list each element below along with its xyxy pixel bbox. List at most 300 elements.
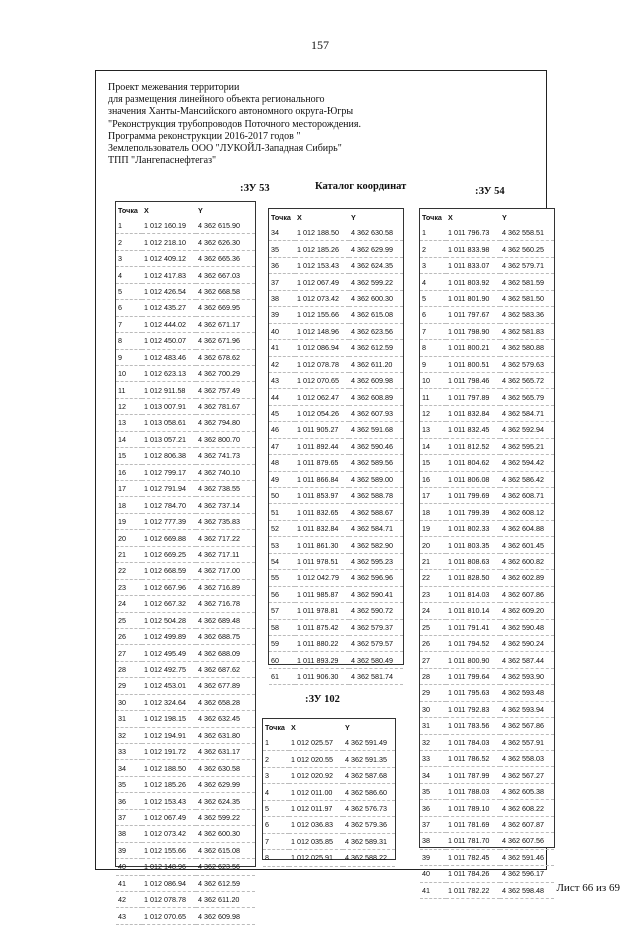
table-header-row: [263, 719, 395, 735]
point-cell: 36: [420, 800, 446, 816]
point-cell: 14: [116, 431, 142, 447]
point-cell: 37: [116, 809, 142, 825]
x-coordinate-cell: 1 011 782.22: [446, 882, 500, 898]
point-cell: 29: [420, 685, 446, 701]
table-row: [420, 356, 554, 372]
point-cell: 47: [269, 438, 295, 454]
table-row: [116, 283, 255, 299]
point-cell: 27: [420, 652, 446, 668]
x-coordinate-cell: 1 011 812.52: [446, 438, 500, 454]
point-cell: 1: [116, 218, 142, 234]
x-coordinate-cell: 1 012 911.58: [142, 382, 196, 398]
point-cell: 45: [269, 405, 295, 421]
table-header-row: [116, 202, 255, 218]
point-cell: 49: [269, 471, 295, 487]
y-coordinate-cell: 4 362 596.96: [349, 570, 403, 586]
x-coordinate-cell: 1 011 879.65: [295, 455, 349, 471]
x-column-header: X: [448, 212, 453, 222]
x-coordinate-cell: 1 011 853.97: [295, 488, 349, 504]
table-row: [269, 241, 403, 257]
table-row: [420, 537, 554, 553]
table-row: [263, 817, 395, 833]
y-coordinate-cell: 4 362 565.72: [500, 372, 554, 388]
x-coordinate-cell: 1 011 789.10: [446, 800, 500, 816]
table-row: [116, 415, 255, 431]
table-row: [269, 438, 403, 454]
y-coordinate-cell: 4 362 738.55: [196, 481, 255, 497]
x-coordinate-cell: 1 011 800.51: [446, 356, 500, 372]
table-row: [269, 290, 403, 306]
point-cell: 22: [420, 570, 446, 586]
table-row: [116, 744, 255, 760]
point-cell: 48: [269, 455, 295, 471]
y-coordinate-cell: 4 362 588.78: [349, 488, 403, 504]
y-coordinate-cell: 4 362 582.90: [349, 537, 403, 553]
table-row: [420, 389, 554, 405]
y-coordinate-cell: 4 362 581.59: [500, 274, 554, 290]
x-coordinate-cell: 1 011 978.81: [295, 603, 349, 619]
y-coordinate-cell: 4 362 667.03: [196, 267, 255, 283]
y-coordinate-cell: 4 362 589.00: [349, 471, 403, 487]
x-coordinate-cell: 1 011 801.90: [446, 290, 500, 306]
x-coordinate-cell: 1 012 062.47: [295, 389, 349, 405]
x-coordinate-cell: 1 011 782.45: [446, 849, 500, 865]
y-coordinate-cell: 4 362 608.89: [349, 389, 403, 405]
point-cell: 7: [116, 316, 142, 332]
y-coordinate-cell: 4 362 565.79: [500, 389, 554, 405]
y-coordinate-cell: 4 362 584.71: [500, 405, 554, 421]
y-coordinate-cell: 4 362 589.56: [349, 455, 403, 471]
point-cell: 21: [420, 553, 446, 569]
point-cell: 41: [116, 875, 142, 891]
point-cell: 39: [420, 849, 446, 865]
x-coordinate-cell: 1 012 020.92: [289, 767, 343, 783]
y-coordinate-cell: 4 362 716.78: [196, 596, 255, 612]
table-row: [116, 349, 255, 365]
x-coordinate-cell: 1 011 784.03: [446, 734, 500, 750]
point-cell: 3: [420, 257, 446, 273]
point-cell: 51: [269, 504, 295, 520]
point-cell: 9: [116, 349, 142, 365]
table-row: [263, 751, 395, 767]
zu54-label: :ЗУ 54: [475, 186, 505, 197]
page-number: 157: [311, 38, 329, 52]
table-row: [269, 274, 403, 290]
point-cell: 54: [269, 553, 295, 569]
table-row: [116, 333, 255, 349]
coordinate-table: [420, 209, 554, 899]
point-cell: 4: [263, 784, 289, 800]
x-coordinate-cell: 1 012 191.72: [142, 744, 196, 760]
table-row: [116, 891, 255, 907]
table-row: [116, 596, 255, 612]
y-coordinate-cell: 4 362 607.86: [500, 586, 554, 602]
y-coordinate-cell: 4 362 590.46: [349, 438, 403, 454]
point-cell: 40: [269, 323, 295, 339]
table-row: [420, 866, 554, 882]
x-coordinate-cell: 1 012 042.79: [295, 570, 349, 586]
table-row: [116, 908, 255, 924]
y-coordinate-cell: 4 362 579.57: [349, 635, 403, 651]
x-coordinate-cell: 1 012 035.85: [289, 833, 343, 849]
x-coordinate-cell: 1 011 791.41: [446, 619, 500, 635]
x-coordinate-cell: 1 011 806.08: [446, 471, 500, 487]
x-coordinate-cell: 1 012 492.75: [142, 661, 196, 677]
table-row: [116, 645, 255, 661]
y-coordinate-cell: 4 362 581.83: [500, 323, 554, 339]
x-coordinate-cell: 1 012 444.02: [142, 316, 196, 332]
y-coordinate-cell: 4 362 781.67: [196, 398, 255, 414]
point-column-header: Точка: [422, 212, 442, 222]
point-cell: 7: [263, 833, 289, 849]
point-cell: 55: [269, 570, 295, 586]
table-row: [420, 635, 554, 651]
y-coordinate-cell: 4 362 591.68: [349, 422, 403, 438]
x-coordinate-cell: 1 012 669.25: [142, 546, 196, 562]
table-row: [116, 464, 255, 480]
y-coordinate-cell: 4 362 594.42: [500, 455, 554, 471]
y-coordinate-cell: 4 362 580.88: [500, 340, 554, 356]
table-row: [269, 619, 403, 635]
x-coordinate-cell: 1 012 155.66: [142, 842, 196, 858]
table-row: [420, 471, 554, 487]
point-cell: 35: [420, 783, 446, 799]
point-cell: 24: [116, 596, 142, 612]
header-line: Проект межевания территории: [108, 82, 240, 93]
y-coordinate-cell: 4 362 624.35: [349, 257, 403, 273]
point-cell: 18: [420, 504, 446, 520]
y-coordinate-cell: 4 362 591.46: [500, 849, 554, 865]
x-coordinate-cell: 1 012 078.78: [295, 356, 349, 372]
table-row: [269, 553, 403, 569]
table-row: [420, 833, 554, 849]
point-cell: 60: [269, 652, 295, 668]
table-row: [116, 859, 255, 875]
table-row: [116, 234, 255, 250]
x-coordinate-cell: 1 011 795.63: [446, 685, 500, 701]
y-coordinate-cell: 4 362 567.86: [500, 718, 554, 734]
point-cell: 14: [420, 438, 446, 454]
y-coordinate-cell: 4 362 599.22: [196, 809, 255, 825]
x-coordinate-cell: 1 011 781.70: [446, 833, 500, 849]
table-row: [420, 849, 554, 865]
y-coordinate-cell: 4 362 608.12: [500, 504, 554, 520]
point-cell: 26: [116, 628, 142, 644]
x-coordinate-cell: 1 011 833.98: [446, 241, 500, 257]
y-coordinate-cell: 4 362 593.48: [500, 685, 554, 701]
x-coordinate-cell: 1 012 153.43: [295, 257, 349, 273]
y-coordinate-cell: 4 362 608.71: [500, 488, 554, 504]
y-coordinate-cell: 4 362 624.35: [196, 793, 255, 809]
table-row: [116, 530, 255, 546]
y-coordinate-cell: 4 362 607.56: [500, 833, 554, 849]
point-cell: 38: [116, 826, 142, 842]
point-cell: 18: [116, 497, 142, 513]
x-coordinate-cell: 1 011 832.84: [295, 520, 349, 536]
x-coordinate-cell: 1 011 832.84: [446, 405, 500, 421]
point-cell: 21: [116, 546, 142, 562]
point-cell: 56: [269, 586, 295, 602]
x-coordinate-cell: 1 012 070.65: [142, 908, 196, 924]
x-coordinate-cell: 1 011 803.92: [446, 274, 500, 290]
y-coordinate-cell: 4 362 678.62: [196, 349, 255, 365]
y-coordinate-cell: 4 362 615.08: [349, 307, 403, 323]
header-line: Программа реконструкции 2016-2017 годов ": [108, 130, 301, 142]
zu53-table: [115, 201, 256, 921]
table-row: [116, 448, 255, 464]
y-coordinate-cell: 4 362 615.08: [196, 842, 255, 858]
y-coordinate-cell: 4 362 607.93: [349, 405, 403, 421]
x-coordinate-cell: 1 011 786.52: [446, 751, 500, 767]
table-row: [116, 267, 255, 283]
table-row: [116, 546, 255, 562]
x-coordinate-cell: 1 011 799.39: [446, 504, 500, 520]
point-cell: 20: [116, 530, 142, 546]
y-coordinate-cell: 4 362 717.22: [196, 530, 255, 546]
point-cell: 50: [269, 488, 295, 504]
point-cell: 4: [420, 274, 446, 290]
point-cell: 28: [116, 661, 142, 677]
point-cell: 37: [269, 274, 295, 290]
point-cell: 39: [269, 307, 295, 323]
header-line: для размещения линейного объекта регионального: [108, 94, 325, 106]
y-coordinate-cell: 4 362 607.87: [500, 816, 554, 832]
y-coordinate-cell: 4 362 735.83: [196, 513, 255, 529]
table-row: [269, 372, 403, 388]
table-row: [263, 767, 395, 783]
y-coordinate-cell: 4 362 579.37: [349, 619, 403, 635]
y-coordinate-cell: 4 362 740.10: [196, 464, 255, 480]
x-coordinate-cell: 1 013 007.91: [142, 398, 196, 414]
point-cell: 24: [420, 603, 446, 619]
x-coordinate-cell: 1 012 667.32: [142, 596, 196, 612]
y-coordinate-cell: 4 362 560.25: [500, 241, 554, 257]
point-cell: 27: [116, 645, 142, 661]
table-row: [420, 553, 554, 569]
y-coordinate-cell: 4 362 608.22: [500, 800, 554, 816]
y-coordinate-cell: 4 362 576.73: [343, 800, 395, 816]
x-coordinate-cell: 1 011 828.50: [446, 570, 500, 586]
x-coordinate-cell: 1 011 861.30: [295, 537, 349, 553]
y-coordinate-cell: 4 362 757.49: [196, 382, 255, 398]
y-coordinate-cell: 4 362 596.17: [500, 866, 554, 882]
y-coordinate-cell: 4 362 558.51: [500, 225, 554, 241]
y-coordinate-cell: 4 362 629.99: [349, 241, 403, 257]
table-row: [420, 685, 554, 701]
table-row: [420, 619, 554, 635]
table-row: [116, 776, 255, 792]
y-coordinate-cell: 4 362 800.70: [196, 431, 255, 447]
y-coordinate-cell: 4 362 567.27: [500, 767, 554, 783]
table-row: [420, 405, 554, 421]
point-cell: 34: [420, 767, 446, 783]
x-coordinate-cell: 1 011 893.29: [295, 652, 349, 668]
x-coordinate-cell: 1 011 781.69: [446, 816, 500, 832]
x-coordinate-cell: 1 012 435.27: [142, 300, 196, 316]
table-row: [116, 431, 255, 447]
table-row: [116, 250, 255, 266]
point-cell: 36: [269, 257, 295, 273]
y-coordinate-cell: 4 362 631.17: [196, 744, 255, 760]
table-row: [420, 274, 554, 290]
point-cell: 3: [263, 767, 289, 783]
table-row: [116, 661, 255, 677]
x-coordinate-cell: 1 012 194.91: [142, 727, 196, 743]
table-row: [420, 783, 554, 799]
table-row: [269, 323, 403, 339]
point-cell: 19: [116, 513, 142, 529]
x-coordinate-cell: 1 012 185.26: [142, 776, 196, 792]
x-coordinate-cell: 1 012 218.10: [142, 234, 196, 250]
x-coordinate-cell: 1 012 504.28: [142, 612, 196, 628]
y-column-header: Y: [198, 205, 203, 215]
x-column-header: X: [144, 205, 149, 215]
y-coordinate-cell: 4 362 601.45: [500, 537, 554, 553]
y-coordinate-cell: 4 362 599.22: [349, 274, 403, 290]
x-coordinate-cell: 1 012 086.94: [142, 875, 196, 891]
x-coordinate-cell: 1 012 324.64: [142, 694, 196, 710]
y-coordinate-cell: 4 362 668.58: [196, 283, 255, 299]
y-coordinate-cell: 4 362 688.75: [196, 628, 255, 644]
x-coordinate-cell: 1 011 808.63: [446, 553, 500, 569]
x-coordinate-cell: 1 011 792.83: [446, 701, 500, 717]
point-column-header: Точка: [118, 205, 138, 215]
x-coordinate-cell: 1 011 804.62: [446, 455, 500, 471]
x-coordinate-cell: 1 012 450.07: [142, 333, 196, 349]
y-coordinate-cell: 4 362 600.30: [196, 826, 255, 842]
y-coordinate-cell: 4 362 665.36: [196, 250, 255, 266]
zu53-label: :ЗУ 53: [240, 183, 270, 194]
x-coordinate-cell: 1 011 798.46: [446, 372, 500, 388]
table-header-row: [269, 209, 403, 225]
table-row: [269, 422, 403, 438]
point-cell: 42: [116, 891, 142, 907]
table-row: [269, 652, 403, 668]
table-row: [420, 816, 554, 832]
table-row: [420, 718, 554, 734]
y-coordinate-cell: 4 362 602.89: [500, 570, 554, 586]
point-cell: 43: [116, 908, 142, 924]
table-row: [116, 694, 255, 710]
table-row: [420, 570, 554, 586]
point-cell: 28: [420, 668, 446, 684]
table-row: [116, 579, 255, 595]
x-coordinate-cell: 1 012 025.57: [289, 735, 343, 751]
y-coordinate-cell: 4 362 589.31: [343, 833, 395, 849]
point-cell: 5: [420, 290, 446, 306]
point-cell: 3: [116, 250, 142, 266]
point-cell: 1: [420, 225, 446, 241]
table-row: [116, 563, 255, 579]
point-cell: 52: [269, 520, 295, 536]
y-coordinate-cell: 4 362 632.45: [196, 711, 255, 727]
point-cell: 17: [116, 481, 142, 497]
y-coordinate-cell: 4 362 583.36: [500, 307, 554, 323]
table-row: [420, 290, 554, 306]
point-cell: 25: [420, 619, 446, 635]
table-row: [420, 520, 554, 536]
point-cell: 29: [116, 678, 142, 694]
x-coordinate-cell: 1 012 668.59: [142, 563, 196, 579]
x-coordinate-cell: 1 012 409.12: [142, 250, 196, 266]
table-row: [263, 833, 395, 849]
table-row: [116, 727, 255, 743]
header-line: ТПП "Лангепаснефтегаз": [108, 155, 217, 167]
x-coordinate-cell: 1 011 798.90: [446, 323, 500, 339]
y-coordinate-cell: 4 362 598.48: [500, 882, 554, 898]
catalog-title: Каталог координат: [315, 181, 407, 192]
point-cell: 40: [420, 866, 446, 882]
x-coordinate-cell: 1 012 483.46: [142, 349, 196, 365]
y-coordinate-cell: 4 362 687.62: [196, 661, 255, 677]
y-coordinate-cell: 4 362 717.00: [196, 563, 255, 579]
x-column-header: X: [291, 722, 296, 732]
x-coordinate-cell: 1 011 788.03: [446, 783, 500, 799]
point-cell: 32: [420, 734, 446, 750]
table-row: [420, 668, 554, 684]
y-coordinate-cell: 4 362 737.14: [196, 497, 255, 513]
point-cell: 20: [420, 537, 446, 553]
point-cell: 7: [420, 323, 446, 339]
y-coordinate-cell: 4 362 587.44: [500, 652, 554, 668]
x-coordinate-cell: 1 012 086.94: [295, 340, 349, 356]
y-coordinate-cell: 4 362 609.98: [349, 372, 403, 388]
point-cell: 9: [420, 356, 446, 372]
point-cell: 41: [420, 882, 446, 898]
y-coordinate-cell: 4 362 586.60: [343, 784, 395, 800]
point-cell: 17: [420, 488, 446, 504]
x-coordinate-cell: 1 012 025.91: [289, 850, 343, 866]
y-coordinate-cell: 4 362 612.59: [349, 340, 403, 356]
point-cell: 25: [116, 612, 142, 628]
x-coordinate-cell: 1 012 426.54: [142, 283, 196, 299]
point-cell: 35: [116, 776, 142, 792]
x-coordinate-cell: 1 012 453.01: [142, 678, 196, 694]
point-cell: 13: [116, 415, 142, 431]
y-coordinate-cell: 4 362 591.35: [343, 751, 395, 767]
table-row: [269, 635, 403, 651]
y-coordinate-cell: 4 362 590.48: [500, 619, 554, 635]
y-coordinate-cell: 4 362 592.94: [500, 422, 554, 438]
point-cell: 57: [269, 603, 295, 619]
x-coordinate-cell: 1 011 800.21: [446, 340, 500, 356]
header-line: Землепользователь ООО "ЛУКОЙЛ-Западная Сибирь": [108, 143, 342, 155]
table-row: [269, 537, 403, 553]
point-cell: 8: [116, 333, 142, 349]
y-coordinate-cell: 4 362 590.41: [349, 586, 403, 602]
y-coordinate-cell: 4 362 671.96: [196, 333, 255, 349]
x-coordinate-cell: 1 012 148.96: [295, 323, 349, 339]
point-cell: 33: [116, 744, 142, 760]
x-coordinate-cell: 1 011 880.22: [295, 635, 349, 651]
table-row: [116, 793, 255, 809]
point-cell: 15: [116, 448, 142, 464]
table-row: [420, 586, 554, 602]
point-cell: 13: [420, 422, 446, 438]
y-coordinate-cell: 4 362 630.58: [196, 760, 255, 776]
y-coordinate-cell: 4 362 600.82: [500, 553, 554, 569]
y-coordinate-cell: 4 362 669.95: [196, 300, 255, 316]
x-coordinate-cell: 1 012 067.49: [295, 274, 349, 290]
coordinate-table: [116, 202, 255, 925]
table-row: [420, 751, 554, 767]
x-coordinate-cell: 1 012 188.50: [295, 225, 349, 241]
table-row: [116, 497, 255, 513]
table-row: [116, 875, 255, 891]
y-coordinate-cell: 4 362 580.49: [349, 652, 403, 668]
x-coordinate-cell: 1 012 417.83: [142, 267, 196, 283]
x-coordinate-cell: 1 011 905.27: [295, 422, 349, 438]
